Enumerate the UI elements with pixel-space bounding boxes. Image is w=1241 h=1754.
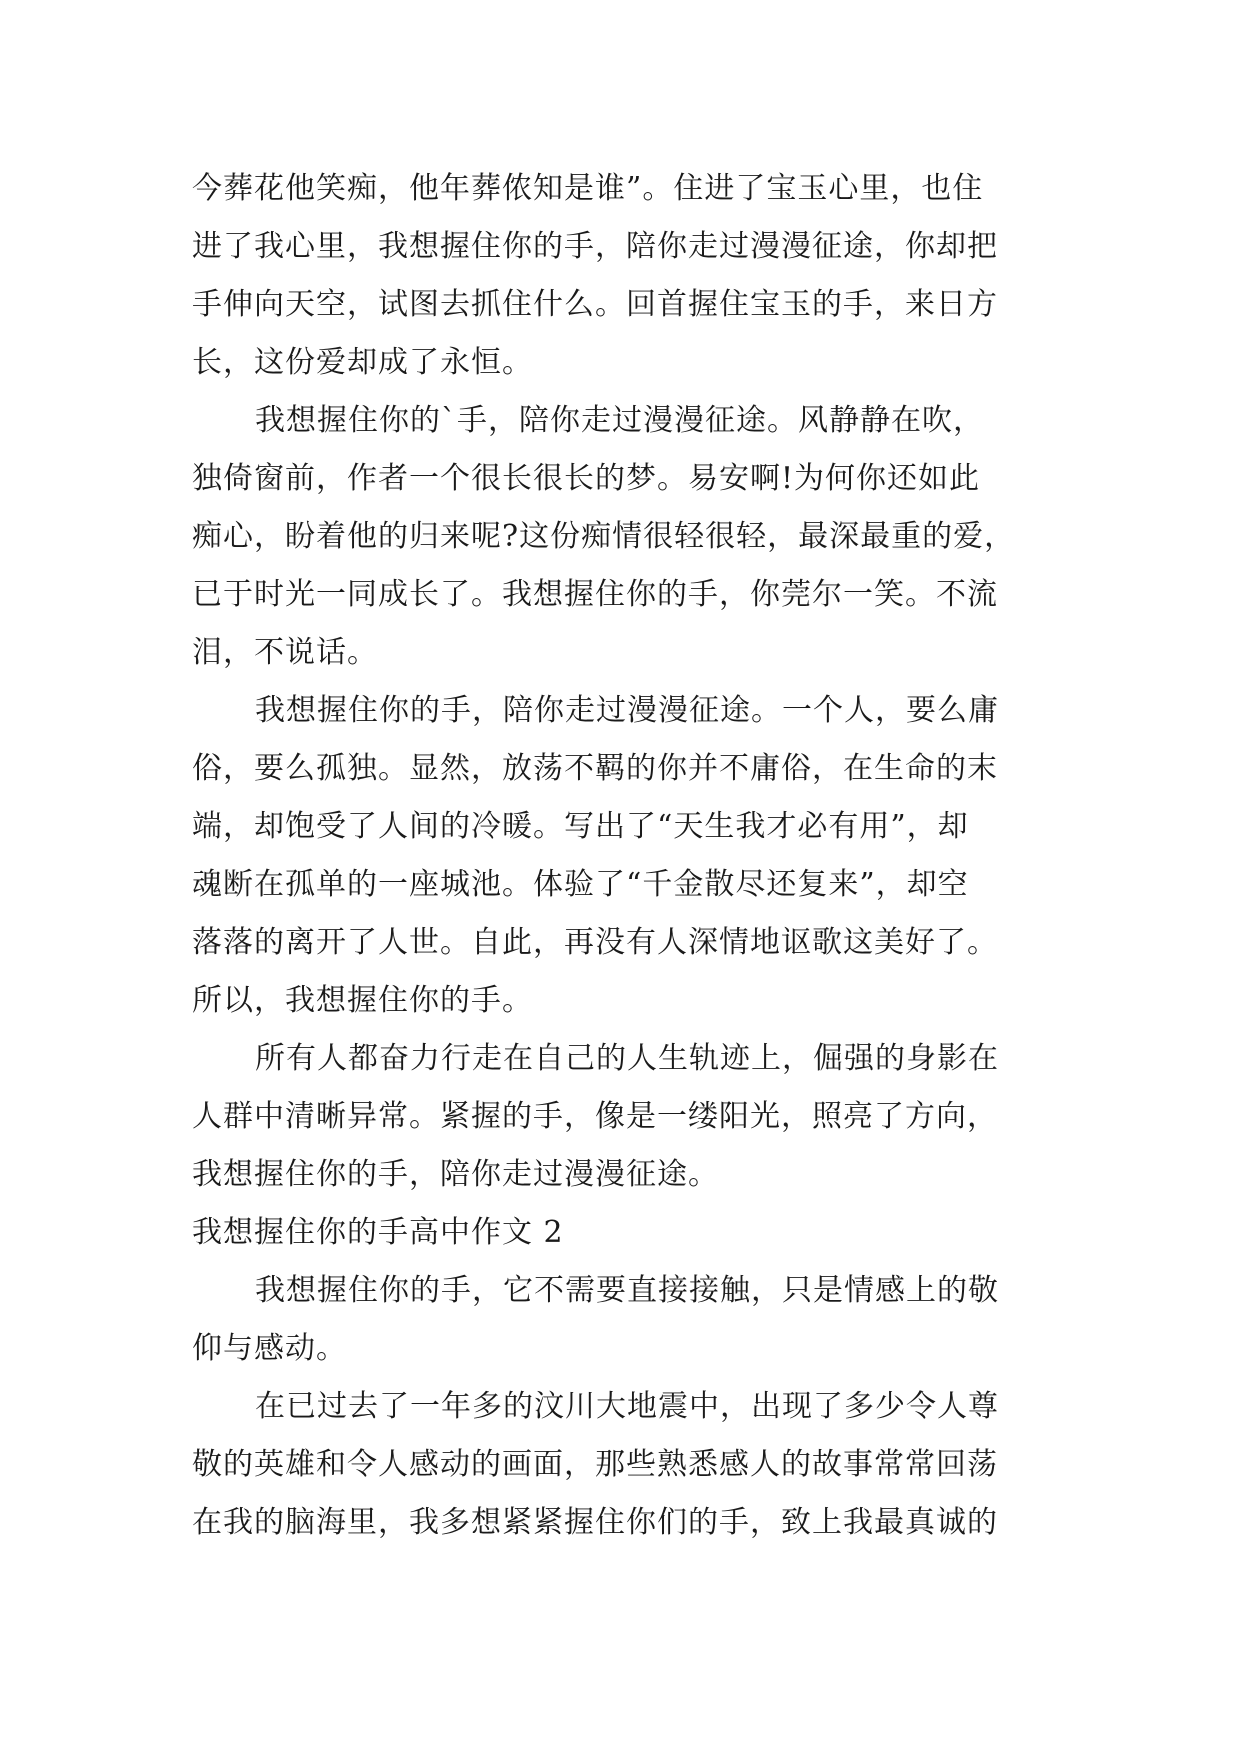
text-line: 今葬花他笑痴，他年葬侬知是谁”。住进了宝玉心里，也住 — [192, 171, 984, 206]
text-line: 手伸向天空，试图去抓住什么。回首握住宝玉的手，来日方 — [192, 287, 998, 322]
text-line: 我想握住你的手，它不需要直接接触，只是情感上的敬 — [255, 1273, 999, 1308]
text-line: 魂断在孤单的一座城池。体验了“千金散尽还复来”，却空 — [192, 867, 969, 902]
text-line: 所以，我想握住你的手。 — [192, 983, 533, 1018]
text-line: 我想握住你的手，陪你走过漫漫征途。一个人，要么庸 — [255, 693, 999, 728]
text-line: 落落的离开了人世。自此，再没有人深情地讴歌这美好了。 — [192, 925, 998, 960]
text-line: 在已过去了一年多的汶川大地震中，出现了多少令人尊 — [255, 1389, 999, 1424]
text-line: 所有人都奋力行走在自己的人生轨迹上，倔强的身影在 — [255, 1041, 999, 1076]
text-line: 端，却饱受了人间的冷暖。写出了“天生我才必有用”，却 — [192, 809, 969, 844]
text-line: 人群中清晰异常。紧握的手，像是一缕阳光，照亮了方向， — [192, 1099, 998, 1134]
text-line: 独倚窗前，作者一个很长很长的梦。易安啊!为何你还如此 — [192, 461, 981, 496]
text-line: 长，这份爱却成了永恒。 — [192, 345, 533, 380]
text-line: 进了我心里，我想握住你的手，陪你走过漫漫征途，你却把 — [192, 229, 998, 264]
text-line: 在我的脑海里，我多想紧紧握住你们的手，致上我最真诚的 — [192, 1505, 998, 1540]
text-line: 已于时光一同成长了。我想握住你的手，你莞尔一笑。不流 — [192, 577, 998, 612]
text-line: 我想握住你的手，陪你走过漫漫征途。 — [192, 1157, 719, 1192]
text-line: 仰与感动。 — [192, 1331, 347, 1366]
text-line: 俗，要么孤独。显然，放荡不羁的你并不庸俗，在生命的末 — [192, 751, 998, 786]
text-line: 痴心，盼着他的归来呢?这份痴情很轻很轻，最深最重的爱， — [192, 519, 1016, 554]
text-line: 敬的英雄和令人感动的画面，那些熟悉感人的故事常常回荡 — [192, 1447, 998, 1482]
text-line: 我想握住你的`手，陪你走过漫漫征途。风静静在吹， — [255, 403, 984, 438]
text-line: 泪，不说话。 — [192, 635, 378, 670]
text-line: 我想握住你的手高中作文 2 — [192, 1215, 564, 1250]
document-body — [192, 160, 1052, 1552]
